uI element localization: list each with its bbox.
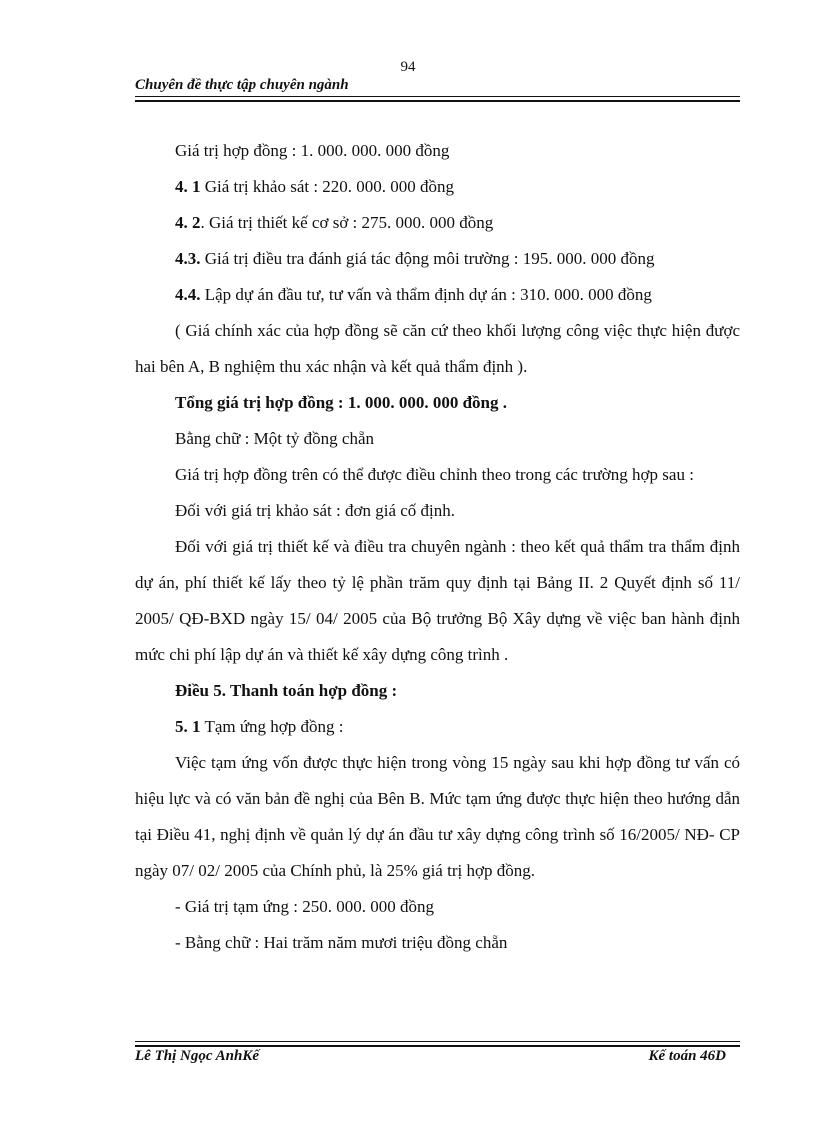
item-4-2 [135,205,740,241]
advance-paragraph: Việc tạm ứng vốn được thực hiện trong vòng 15 ngày sau khi hợp đồng tư vấn có hiệu lực và có văn bản đề nghị của Bên B. Mức tạm ứng được thực hiện theo hướng dẫn tại Điều 41, nghị định về quản lý dự án đầu tư xây dựng công trình số 16/2005/ NĐ- CP ngày 07/ 02/ 2005 của Chính phủ, là 25% giá trị hợp đồng. [135,753,740,880]
survey-adjust-line: Đối với giá trị khảo sát : đơn giá cố định. [175,501,456,520]
adjust-intro-line: Giá trị hợp đồng trên có thể được điều chỉnh theo trong các trường hợp sau : [175,465,694,484]
advance-value-line: - Giá trị tạm ứng : 250. 000. 000 đồng [175,897,434,916]
footer-class: Kế toán 46D [648,1048,726,1064]
item-5-1-number: 5. 1 [175,717,201,736]
footer-author: Lê Thị Ngọc AnhKế [135,1048,260,1064]
item-4-4-number: 4.4. [175,285,201,304]
article-5-text: Điều 5. Thanh toán hợp đồng : [175,681,398,700]
item-5-1-text: Tạm ứng hợp đồng : [200,717,344,736]
item-4-1-number: 4. 1 [175,177,201,196]
header-title: Chuyên đề thực tập chuyên ngành [135,77,349,93]
page-number: 94 [400,59,416,75]
item-5-1 [135,709,740,745]
total-value-text: Tổng giá trị hợp đồng : 1. 000. 000. 000 đồng . [175,393,507,412]
advance-words-line: - Bằng chữ : Hai trăm năm mươi triệu đồng chẵn [175,933,508,952]
item-4-2-number: 4. 2 [175,213,201,232]
item-4-3 [135,241,740,277]
article-5-heading [135,673,740,709]
item-4-4 [135,277,740,313]
item-4-3-number: 4.3. [175,249,201,268]
document-body [135,133,740,961]
item-4-2-text: . Giá trị thiết kế cơ sở : 275. 000. 000 đồng [200,213,494,232]
contract-value-line: Giá trị hợp đồng : 1. 000. 000. 000 đồng [175,141,450,160]
item-4-4-text: Lập dự án đầu tư, tư vấn và thẩm định dự án : 310. 000. 000 đồng [200,285,652,304]
note-paragraph: ( Giá chính xác của hợp đồng sẽ căn cứ theo khối lượng công việc thực hiện được hai bên A, B nghiệm thu xác nhận và kết quả thẩm định ). [135,321,740,376]
design-adjust-paragraph: Đối với giá trị thiết kế và điều tra chuyên ngành : theo kết quả thẩm tra thẩm định dự án, phí thiết kế lấy theo tỷ lệ phần trăm quy định tại Bảng II. 2 Quyết định số 11/ 2005/ QĐ-BXD ngày 15/ 04/ 2005 của Bộ trưởng Bộ Xây dựng về việc ban hành định mức chi phí lập dự án và thiết kế xây dựng công trình . [135,537,740,664]
item-4-3-text: Giá trị điều tra đánh giá tác động môi trường : 195. 000. 000 đồng [200,249,655,268]
item-4-1 [135,169,740,205]
item-4-1-text: Giá trị khảo sát : 220. 000. 000 đồng [200,177,455,196]
header-rule [135,96,740,102]
total-value-line [135,385,740,421]
in-words-line: Bằng chữ : Một tỷ đồng chẵn [175,429,375,448]
footer-rule [135,1041,740,1047]
